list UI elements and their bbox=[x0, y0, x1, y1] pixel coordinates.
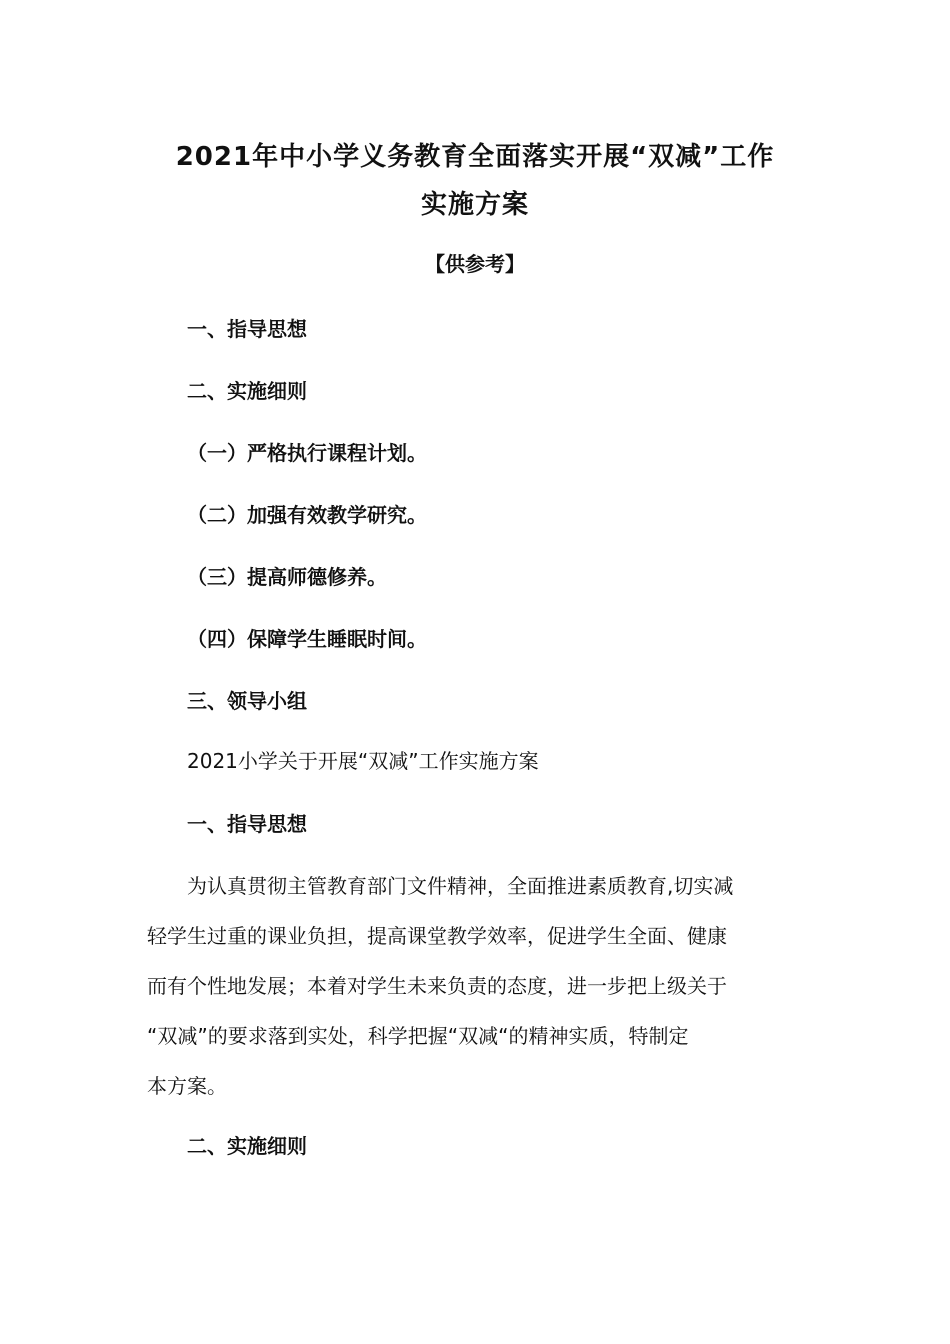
paragraph-line-1: 为认真贯彻主管教育部门文件精神，全面推进素质教育,切实减 bbox=[187, 874, 734, 898]
outline-subitem-4: （四）保障学生睡眠时间。 bbox=[187, 627, 427, 651]
section-subtitle: 2021小学关于开展“双减”工作实施方案 bbox=[187, 749, 539, 773]
paragraph-line-5: 本方案。 bbox=[147, 1074, 227, 1098]
paragraph-line-3: 而有个性地发展；本着对学生未来负责的态度，进一步把上级关于 bbox=[147, 974, 727, 998]
document-title-line2: 实施方案 bbox=[420, 190, 529, 220]
section-heading-implementation-rules: 二、实施细则 bbox=[187, 1134, 307, 1158]
outline-item-implementation-rules: 二、实施细则 bbox=[187, 379, 307, 403]
paragraph-line-2: 轻学生过重的课业负担，提高课堂教学效率，促进学生全面、健康 bbox=[147, 924, 727, 948]
paragraph-line-4: “双减”的要求落到实处，科学把握“双减“的精神实质，特制定 bbox=[147, 1024, 689, 1048]
outline-subitem-2: （二）加强有效教学研究。 bbox=[187, 503, 427, 527]
section-heading-guiding-thought: 一、指导思想 bbox=[187, 812, 307, 836]
document-title-line1: 2021年中小学义务教育全面落实开展“双减”工作 bbox=[175, 142, 775, 172]
reference-note: 【供参考】 bbox=[425, 252, 525, 276]
outline-item-leadership-group: 三、领导小组 bbox=[187, 689, 307, 713]
outline-item-guiding-thought: 一、指导思想 bbox=[187, 317, 307, 341]
outline-subitem-1: （一）严格执行课程计划。 bbox=[187, 441, 427, 465]
outline-subitem-3: （三）提高师德修养。 bbox=[187, 565, 387, 589]
